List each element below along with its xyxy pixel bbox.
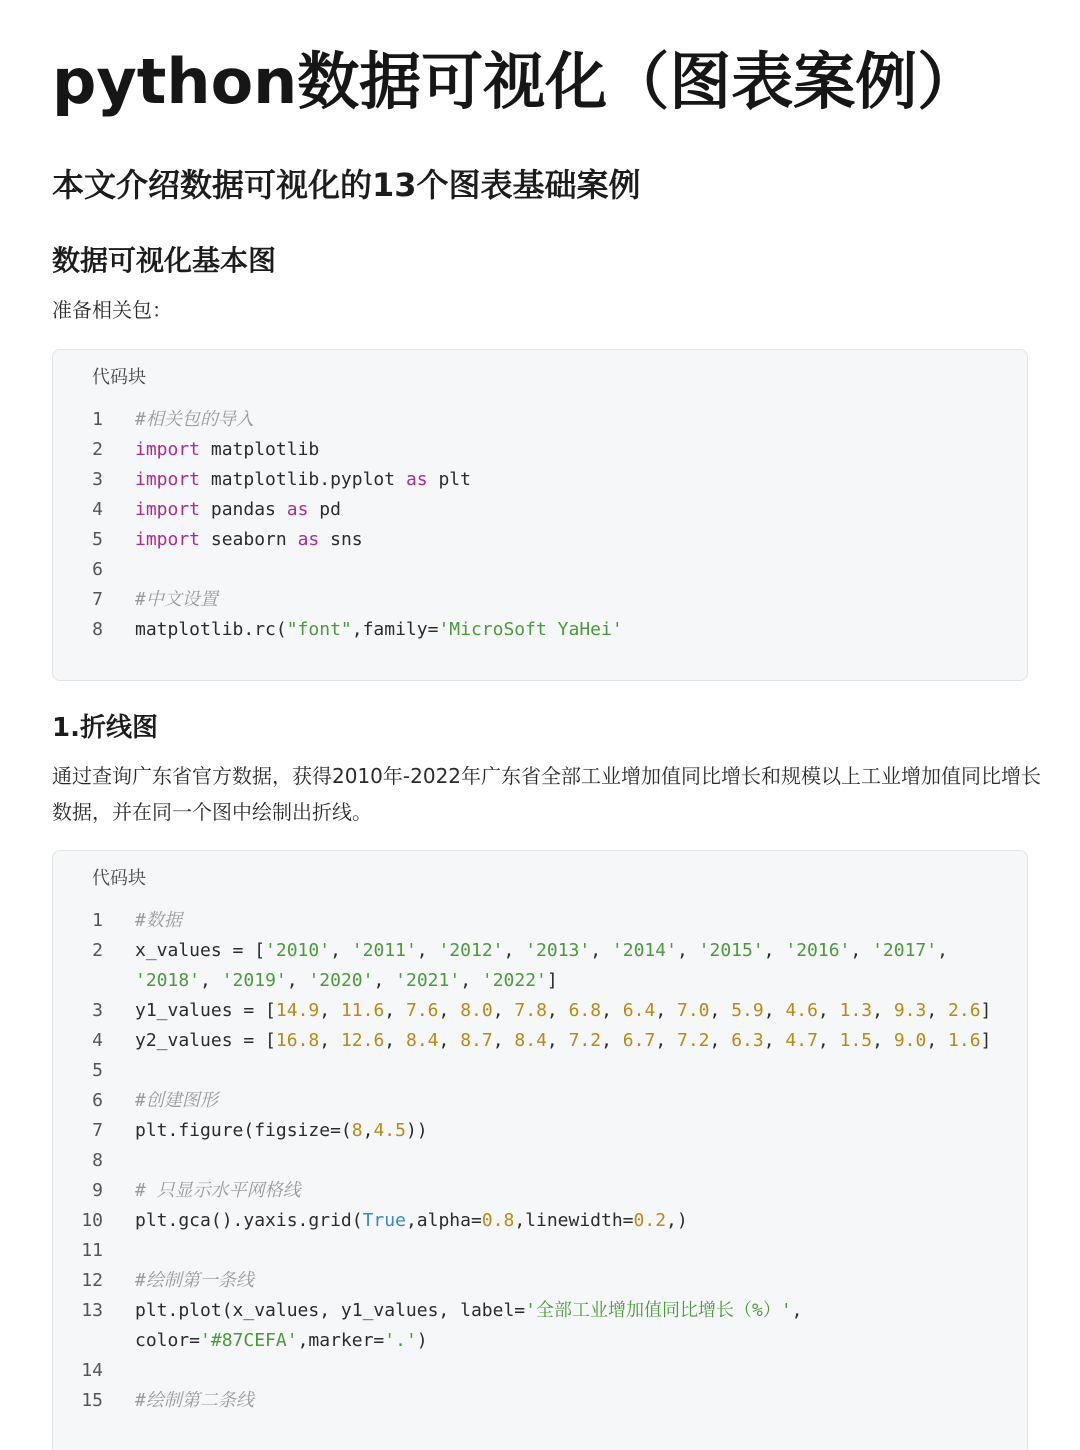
code-token: 8.4	[405, 1030, 439, 1051]
code-block-label: 代码块	[92, 868, 146, 889]
code-token: ,	[791, 1300, 803, 1321]
code-token: import	[135, 499, 201, 520]
code-token: '2010'	[265, 940, 331, 961]
line-number: 3	[92, 1000, 103, 1021]
code-token: as	[297, 529, 320, 550]
code-line	[53, 1026, 1029, 1056]
code-token: # 只显示水平网格线	[135, 1180, 301, 1201]
code-token: '#87CEFA'	[200, 1330, 298, 1351]
line-number: 6	[92, 559, 103, 580]
code-token: '2013'	[525, 940, 591, 961]
code-token: 14.9	[275, 1000, 320, 1021]
code-line	[53, 435, 1029, 465]
line-number: 7	[92, 1120, 103, 1141]
code-token: True	[362, 1210, 406, 1231]
line-number: 1	[92, 409, 103, 430]
code-token: #中文设置	[135, 589, 218, 610]
code-token: "font"	[286, 619, 352, 640]
code-line	[53, 1146, 1029, 1176]
code-line	[53, 1356, 1029, 1386]
line-number: 10	[81, 1210, 103, 1231]
code-token: ,	[763, 1000, 786, 1021]
code-token: ,	[330, 940, 352, 961]
code-token: ,	[709, 1000, 732, 1021]
code-token: matplotlib.pyplot	[200, 469, 406, 490]
code-token: ,	[926, 1030, 949, 1051]
code-line	[53, 936, 1029, 966]
code-text	[135, 1026, 991, 1056]
code-token: ,	[362, 1120, 374, 1141]
line-number: 13	[81, 1300, 103, 1321]
code-token: ,	[384, 1030, 406, 1051]
code-token: ,alpha=	[405, 1210, 482, 1231]
code-token: ,	[492, 1030, 515, 1051]
code-text	[135, 966, 558, 996]
code-token: as	[286, 499, 309, 520]
code-token: ,	[546, 1000, 569, 1021]
code-token: ,	[763, 1030, 786, 1051]
code-text	[135, 1326, 428, 1356]
code-token: ,marker=	[297, 1330, 385, 1351]
code-token: sns	[319, 529, 363, 550]
code-block-imports[interactable]	[52, 349, 1028, 681]
code-text	[135, 585, 218, 615]
code-token: pandas	[200, 499, 287, 520]
code-token: ))	[405, 1120, 428, 1141]
code-token: 8.7	[460, 1030, 493, 1051]
code-line	[53, 1326, 1029, 1356]
code-line	[53, 525, 1029, 555]
code-token: ,	[460, 970, 482, 991]
code-token: plt.figure(figsize=(	[135, 1120, 352, 1141]
code-text	[135, 525, 363, 555]
code-line	[53, 906, 1029, 936]
code-token: 1.3	[839, 1000, 873, 1021]
line-number: 8	[92, 1150, 103, 1171]
code-line	[53, 495, 1029, 525]
code-token: 11.6	[340, 1000, 385, 1021]
code-token: pd	[308, 499, 341, 520]
code-token: matplotlib.rc(	[135, 619, 287, 640]
page-title: python数据可视化（图表案例）	[52, 45, 980, 118]
code-token: ,	[926, 1000, 949, 1021]
code-text	[135, 495, 341, 525]
code-token: #绘制第二条线	[135, 1390, 254, 1411]
code-token: ,	[817, 1030, 840, 1051]
code-text	[135, 1296, 803, 1326]
code-token: ,	[601, 1000, 623, 1021]
code-token: ,	[200, 970, 222, 991]
code-token: ,	[319, 1000, 341, 1021]
line-number: 7	[92, 589, 103, 610]
code-token: ,	[438, 1000, 461, 1021]
linechart-description: 通过查询广东省官方数据，获得2010年-2022年广东省全部工业增加值同比增长和规模以上工业增加值同比增长数据，并在同一个图中绘制出折线。	[52, 764, 1042, 824]
code-token: 4.7	[785, 1030, 818, 1051]
code-text	[135, 405, 254, 435]
code-text	[135, 1266, 254, 1296]
code-token: 4.6	[785, 1000, 818, 1021]
code-text	[135, 906, 182, 936]
line-number: 9	[92, 1180, 103, 1201]
code-token: plt.gca().yaxis.grid(	[135, 1210, 363, 1231]
code-token: ,	[709, 1030, 732, 1051]
code-token: 12.6	[340, 1030, 385, 1051]
code-token: ]	[546, 970, 558, 991]
line-number: 1	[92, 910, 103, 931]
code-token: 4.5	[373, 1120, 406, 1141]
code-token: #绘制第一条线	[135, 1270, 254, 1291]
code-token: '2018'	[135, 970, 201, 991]
code-token: ,	[872, 1000, 894, 1021]
code-token: ,)	[666, 1210, 688, 1231]
code-text	[135, 936, 948, 966]
code-token: 0.2	[633, 1210, 667, 1231]
code-token: x_values = [	[135, 940, 266, 961]
code-token: ,	[676, 940, 699, 961]
code-token: ,	[872, 1030, 894, 1051]
code-token: #创建图形	[135, 1090, 218, 1111]
section-heading: 数据可视化基本图	[52, 244, 277, 277]
line-number: 2	[92, 940, 103, 961]
code-token: 7.2	[568, 1030, 602, 1051]
linechart-section-heading: 1.折线图	[52, 713, 158, 743]
code-text	[135, 996, 991, 1026]
code-token: 8.4	[514, 1030, 547, 1051]
code-line	[53, 1296, 1029, 1326]
code-token: plt.plot(x_values, y1_values, label=	[135, 1300, 526, 1321]
code-token: y2_values = [	[135, 1030, 276, 1051]
code-line	[53, 1236, 1029, 1266]
code-token: '2015'	[698, 940, 764, 961]
code-token: color=	[135, 1330, 201, 1351]
code-token: plt	[427, 469, 471, 490]
line-number: 4	[92, 1030, 103, 1051]
code-token: ,	[850, 940, 873, 961]
code-line	[53, 615, 1029, 645]
code-text	[135, 1386, 254, 1416]
code-token: 7.0	[677, 1000, 710, 1021]
code-token: 6.8	[568, 1000, 602, 1021]
code-text	[135, 435, 319, 465]
code-token: 0.8	[481, 1210, 515, 1231]
code-token: '2022'	[481, 970, 547, 991]
code-token: 2.6	[948, 1000, 981, 1021]
code-token: ,linewidth=	[514, 1210, 634, 1231]
code-token: ,	[763, 940, 786, 961]
code-token: 9.0	[893, 1030, 927, 1051]
code-token: ,	[937, 940, 948, 961]
code-token: ,	[373, 970, 396, 991]
line-number: 5	[92, 529, 103, 550]
code-token: 8	[351, 1120, 363, 1141]
code-line	[53, 1056, 1029, 1086]
line-number: 15	[81, 1390, 103, 1411]
code-token: '2017'	[872, 940, 938, 961]
code-token: #相关包的导入	[135, 409, 254, 430]
code-line	[53, 465, 1029, 495]
code-line	[53, 1266, 1029, 1296]
code-token: 7.6	[405, 1000, 439, 1021]
line-number: 2	[92, 439, 103, 460]
code-token: '2016'	[785, 940, 851, 961]
code-line	[53, 1116, 1029, 1146]
code-token: ,	[503, 940, 526, 961]
code-token: ,	[319, 1030, 341, 1051]
intro-paragraph: 准备相关包：	[52, 298, 172, 322]
code-token: '2012'	[438, 940, 504, 961]
line-number: 14	[81, 1360, 103, 1381]
code-token: 6.4	[622, 1000, 656, 1021]
code-token: 6.7	[622, 1030, 656, 1051]
line-number: 11	[81, 1240, 103, 1261]
code-token: ,	[286, 970, 309, 991]
code-token: '2019'	[221, 970, 287, 991]
code-token: '2014'	[611, 940, 677, 961]
code-line	[53, 585, 1029, 615]
line-number: 4	[92, 499, 103, 520]
code-token: 9.3	[893, 1000, 927, 1021]
code-token: y1_values = [	[135, 1000, 276, 1021]
code-token: import	[135, 469, 201, 490]
code-line	[53, 555, 1029, 585]
line-number: 12	[81, 1270, 103, 1291]
code-token: ,	[416, 940, 439, 961]
code-text	[135, 615, 623, 645]
code-token: 1.6	[948, 1030, 981, 1051]
code-token: 7.8	[514, 1000, 547, 1021]
code-token: ,family=	[351, 619, 439, 640]
code-line	[53, 996, 1029, 1026]
code-token: ,	[438, 1030, 461, 1051]
code-line	[53, 405, 1029, 435]
code-line	[53, 1176, 1029, 1206]
code-token: ]	[980, 1030, 992, 1051]
line-number: 8	[92, 619, 103, 640]
code-token: ,	[655, 1000, 677, 1021]
line-number: 3	[92, 469, 103, 490]
code-text	[135, 1086, 218, 1116]
code-token: ]	[980, 1000, 992, 1021]
code-token: '2020'	[308, 970, 374, 991]
code-token: import	[135, 439, 201, 460]
code-token: ,	[601, 1030, 623, 1051]
code-token: ,	[655, 1030, 677, 1051]
code-token: ,	[590, 940, 612, 961]
code-token: '.'	[384, 1330, 417, 1351]
code-token: ,	[492, 1000, 515, 1021]
code-block-linechart[interactable]	[52, 850, 1028, 1450]
code-token: import	[135, 529, 201, 550]
code-token: 'MicroSoft YaHei'	[438, 619, 623, 640]
code-token: 5.9	[731, 1000, 764, 1021]
code-text	[135, 1206, 688, 1236]
code-line	[53, 966, 1029, 996]
code-token: ,	[817, 1000, 840, 1021]
code-token: 1.5	[839, 1030, 873, 1051]
code-token: )	[416, 1330, 428, 1351]
code-token: seaborn	[200, 529, 298, 550]
code-token: ,	[384, 1000, 406, 1021]
code-text	[135, 1116, 428, 1146]
code-token: '2021'	[395, 970, 461, 991]
code-token: matplotlib	[200, 439, 320, 460]
code-text	[135, 465, 471, 495]
code-line	[53, 1206, 1029, 1236]
code-line	[53, 1086, 1029, 1116]
article-subtitle: 本文介绍数据可视化的13个图表基础案例	[52, 166, 641, 204]
code-token: 6.3	[731, 1030, 764, 1051]
line-number: 6	[92, 1090, 103, 1111]
code-text	[135, 1176, 301, 1206]
code-token: 16.8	[275, 1030, 320, 1051]
code-token: 7.2	[677, 1030, 710, 1051]
code-token: as	[405, 469, 428, 490]
code-token: '2011'	[351, 940, 417, 961]
code-token: ,	[546, 1030, 569, 1051]
code-token: #数据	[135, 910, 182, 931]
code-block-label: 代码块	[92, 367, 146, 388]
code-token: '全部工业增加值同比增长（%）'	[525, 1300, 792, 1321]
code-line	[53, 1386, 1029, 1416]
code-token: 8.0	[460, 1000, 493, 1021]
line-number: 5	[92, 1060, 103, 1081]
